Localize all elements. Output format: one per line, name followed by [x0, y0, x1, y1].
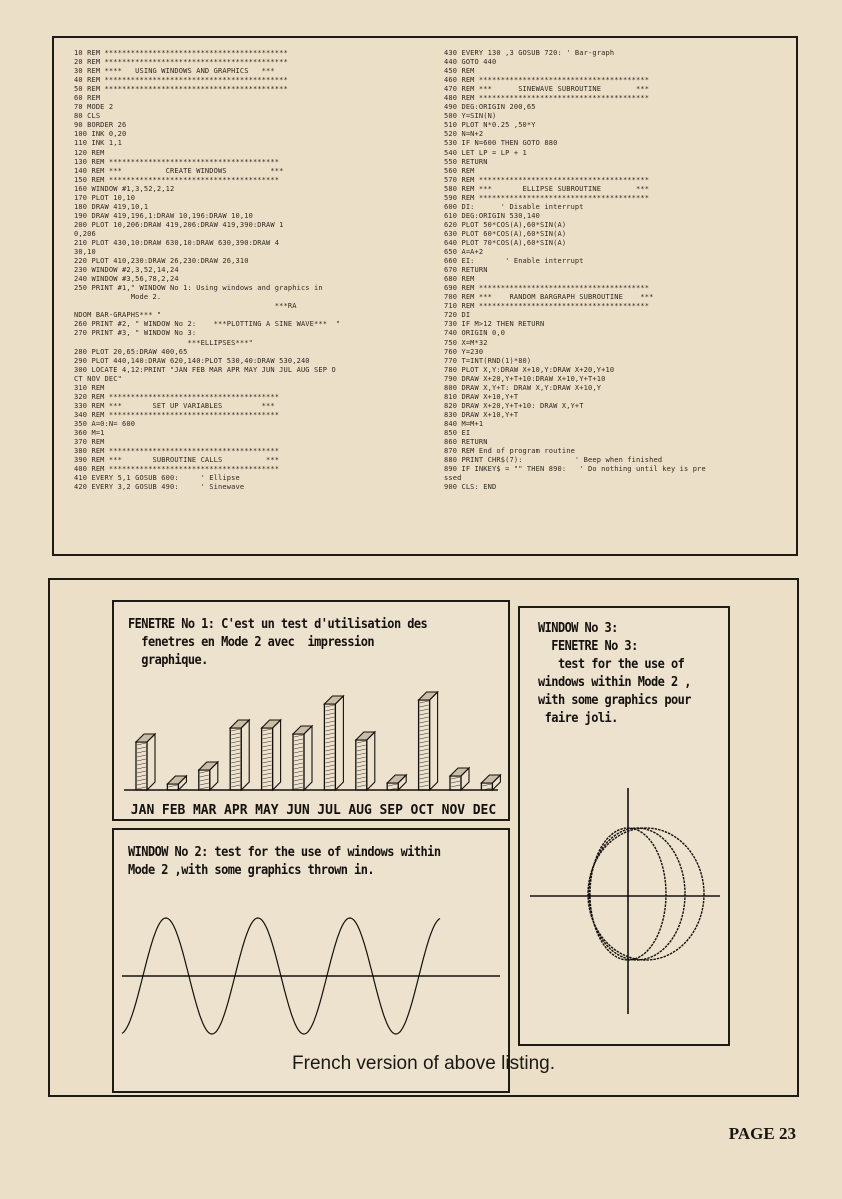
month-label: NOV — [441, 803, 466, 818]
ellipse-curve — [588, 828, 704, 960]
screenshot-panel — [48, 578, 799, 1097]
bar — [387, 775, 406, 790]
month-label: OCT — [410, 803, 435, 818]
bar — [356, 732, 375, 790]
bar — [230, 720, 249, 790]
window-1-title: FENETRE No 1: C'est un test d'utilisation des fenetres en Mode 2 avec impression graphique. — [128, 617, 428, 668]
bar — [136, 734, 155, 790]
listing-right-column: 430 EVERY 130 ,3 GOSUB 720: ' Bar-graph 440 GOTO 440 450 REM 460 REM *************************************** 470 REM *** SINEWAVE SUBROUTINE *** 480 REM *************************************** 490 DEG:ORIGIN 200,65 500 Y=SIN(N) 510 PLOT N*0.25 ,50*Y 520 N=N+2 530 IF N=600 THEN GOTO 880 540 LET LP = LP + 1 550 RETURN 560 REM 570 REM *************************************** 580 REM *** ELLIPSE SUBROUTINE *** 590 REM *************************************** 600 DI: ' Disable interrupt 610 DEG:ORIGIN 530,140 620 PLOT 50*COS(A),60*SIN(A) 630 PLOT 60*COS(A),60*SIN(A) 640 PLOT 70*COS(A),60*SIN(A) 650 A=A+2 660 EI: ' Enable interrupt 670 RETURN 680 REM 690 REM *************************************** 700 REM *** RANDOM BARGRAPH SUBROUTINE *** 710 REM *************************************** 720 DI 730 IF M>12 THEN RETURN 740 ORIGIN 0,0 750 X=M*32 760 Y=230 770 T=INT(RND(1)*80) 780 PLOT X,Y:DRAW X+10,Y:DRAW X+20,Y+10 790 DRAW X+20,Y+T+10:DRAW X+10,Y+T+10 800 DRAW X,Y+T: DRAW X,Y:DRAW X+10,Y 810 DRAW X+10,Y+T 820 DRAW X+20,Y+T+10: DRAW X,Y+T 830 DRAW X+10,Y+T 840 M=M+1 850 EI 860 RETURN 870 REM End of program routine 880 PRINT CHR$(7): ' Beep when finished 890 IF INKEY$ = "" THEN 890: ' Do nothing until key is pre ssed 900 CLS: END — [444, 49, 706, 492]
listing-left-column: 10 REM ****************************************** 20 REM ****************************************** 30 REM **** USING WINDOWS AND GRAPHICS *** 40 REM ****************************************** 50 REM ****************************************** 60 REM 70 MODE 2 80 CLS 90 BORDER 26 100 INK 0,20 110 INK 1,1 120 REM 130 REM *************************************** 140 REM *** CREATE WINDOWS *** 150 REM *************************************** 160 WINDOW #1,3,52,2,12 170 PLOT 10,10 180 DRAW 419,10,1 190 DRAW 419,196,1:DRAW 10,196:DRAW 10,10 200 PLOT 10,206:DRAW 419,206:DRAW 419,390:DRAW 1 0,206 210 PLOT 430,10:DRAW 630,10:DRAW 630,390:DRAW 4 30,10 220 PLOT 410,230:DRAW 26,230:DRAW 26,310 230 WINDOW #2,3,52,14,24 240 WINDOW #3,56,78,2,24 250 PRINT #1," WINDOW No 1: Using windows and graphics in Mode 2. ***RA NDOM BAR-GRAPHS*** " 260 PRINT #2, " WINDOW No 2: ***PLOTTING A SINE WAVE*** " 270 PRINT #3, " WINDOW No 3: ***ELLIPSES***" 280 PLOT 20,65:DRAW 400,65 290 PLOT 440,140:DRAW 620,140:PLOT 530,40:DRAW 530,240 300 LOCATE 4,12:PRINT "JAN FEB MAR APR MAY JUN JUL AUG SEP O CT NOV DEC" 310 REM 320 REM *************************************** 330 REM *** SET UP VARIABLES *** 340 REM *************************************** 350 A=0:N= 600 360 M=1 370 REM 380 REM *************************************** 390 REM *** SUBROUTINE CALLS *** 400 REM *************************************** 410 EVERY 5,1 GOSUB 600: ' Ellipse 420 EVERY 3,2 GOSUB 490: ' Sinewave — [74, 49, 341, 492]
month-label: MAY — [255, 803, 279, 818]
bar — [262, 720, 281, 790]
month-label: APR — [224, 803, 248, 818]
bar-chart — [114, 602, 508, 819]
month-label: FEB — [161, 803, 186, 818]
figure-caption: French version of above listing. — [292, 1053, 555, 1074]
month-label: JAN — [130, 803, 155, 818]
bar — [324, 696, 343, 790]
bar — [450, 768, 469, 790]
listing-panel — [52, 36, 798, 556]
month-label: SEP — [379, 803, 403, 818]
window-3 — [518, 606, 730, 1046]
ellipse-plot — [520, 608, 728, 1044]
bar — [481, 775, 500, 790]
bar — [419, 692, 438, 790]
bar — [167, 776, 186, 790]
window-1 — [112, 600, 510, 821]
month-label: DEC — [472, 803, 497, 818]
window-2-title: WINDOW No 2: test for the use of windows within Mode 2 ,with some graphics thrown in. — [128, 845, 441, 878]
ellipse-curve — [589, 828, 685, 960]
window-3-title: WINDOW No 3: FENETRE No 3: test for the use of windows within Mode 2 , with some graphics pour faire joli. — [538, 621, 691, 726]
bar — [199, 762, 218, 790]
sine-wave-plot — [114, 830, 508, 1091]
month-label: JUL — [317, 803, 341, 818]
month-label: MAR — [192, 803, 217, 818]
bar — [293, 726, 312, 790]
month-label: JUN — [286, 803, 310, 818]
month-label: AUG — [348, 803, 372, 818]
page-number: PAGE 23 — [728, 1124, 796, 1143]
